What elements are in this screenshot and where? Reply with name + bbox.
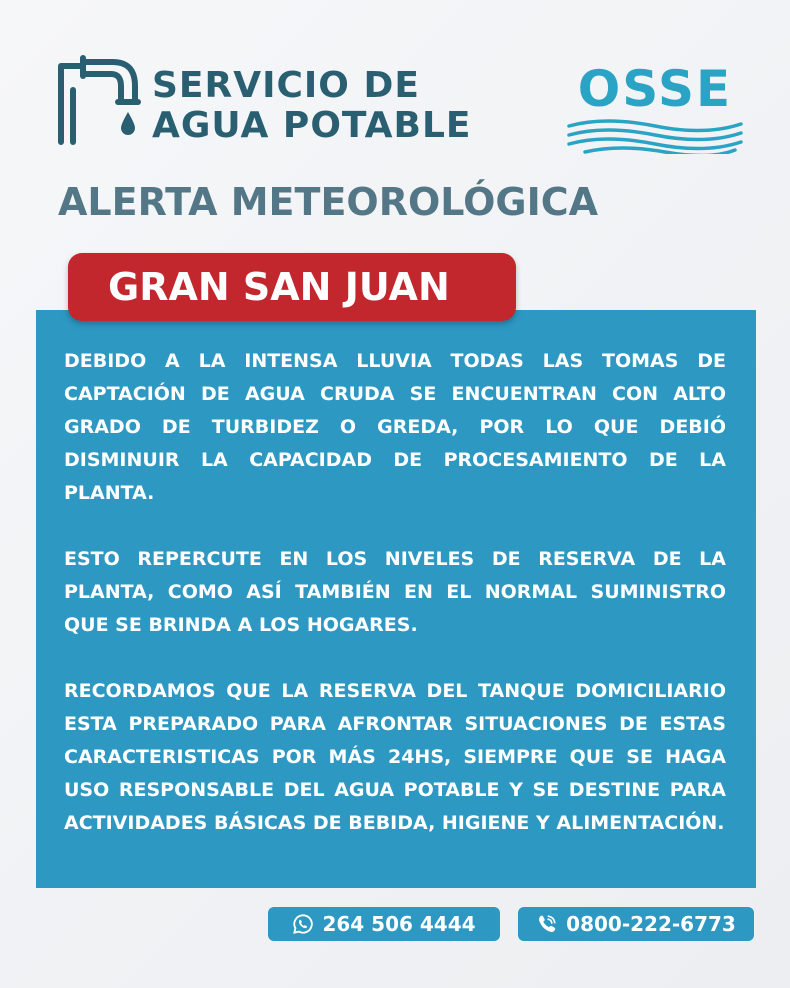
osse-logo [565, 60, 745, 155]
osse-waves-icon [565, 118, 745, 154]
message-paragraph: RECORDAMOS QUE LA RESERVA DEL TANQUE DOMICILIARIO ESTA PREPARADO PARA AFRONTAR SITUACIONES DE ESTAS CARACTERISTICAS POR MÁS 24HS, SIEMPRE QUE SE HAGA USO RESPONSABLE DEL AGUA POTABLE Y SE DESTINE PARA ACTIVIDADES BÁSICAS DE BEBIDA, HIGIENE Y ALIMENTACIÓN. [64, 680, 726, 834]
osse-logo-text: OSSE [577, 60, 733, 118]
phone-contact[interactable] [518, 907, 754, 941]
whatsapp-contact[interactable] [268, 907, 500, 941]
region-label: GRAN SAN JUAN [108, 265, 450, 309]
message-paragraph: DEBIDO A LA INTENSA LLUVIA TODAS LAS TOMAS DE CAPTACIÓN DE AGUA CRUDA SE ENCUENTRAN CON ALTO GRADO DE TURBIDEZ O GREDA, POR LO QUE DEBIÓ DISMINUIR LA CAPACIDAD DE PROCESAMIENTO DE LA PLANTA. [64, 350, 726, 504]
service-title-line2: AGUA POTABLE [152, 105, 472, 146]
service-title-line1: SERVICIO DE [152, 65, 420, 106]
service-title [152, 66, 472, 146]
message-paragraph: ESTO REPERCUTE EN LOS NIVELES DE RESERVA DE LA PLANTA, COMO ASÍ TAMBIÉN EN EL NORMAL SUMINISTRO QUE SE BRINDA A LOS HOGARES. [64, 548, 726, 636]
whatsapp-icon [292, 913, 314, 935]
phone-icon [536, 913, 558, 935]
phone-number: 0800-222-6773 [566, 912, 736, 936]
region-banner [68, 253, 516, 321]
faucet-icon [55, 50, 145, 150]
whatsapp-number: 264 506 4444 [322, 912, 476, 936]
message-body [64, 345, 726, 840]
alert-title: ALERTA METEOROLÓGICA [58, 180, 599, 224]
